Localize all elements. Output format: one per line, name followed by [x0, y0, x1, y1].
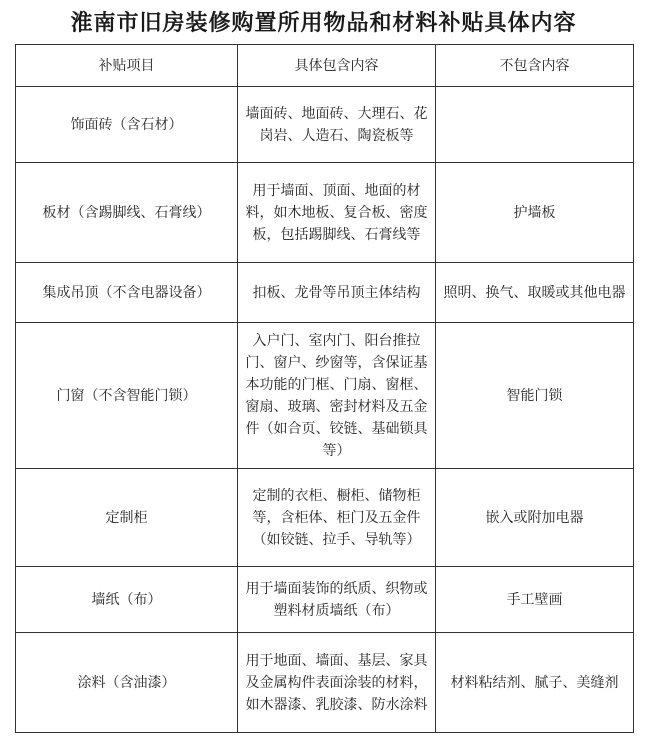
header-row	[16, 45, 634, 87]
row-excludes-cell: 智能门锁	[436, 323, 634, 469]
row-includes-cell: 扣板、龙骨等吊顶主体结构	[238, 263, 436, 323]
table-row	[16, 163, 634, 263]
row-includes-cell: 用于墙面装饰的纸质、织物或塑料材质墙纸（布）	[238, 567, 436, 633]
row-excludes-cell: 护墙板	[436, 163, 634, 263]
table-row	[16, 469, 634, 567]
row-excludes-cell: 照明、换气、取暖或其他电器	[436, 263, 634, 323]
header-includes: 具体包含内容	[238, 45, 436, 87]
row-includes-cell: 入户门、室内门、阳台推拉门、窗户、纱窗等，含保证基本功能的门框、门扇、窗框、窗扇、玻璃、密封材料及五金件（如合页、铰链、基础锁具等）	[238, 323, 436, 469]
table-row	[16, 263, 634, 323]
row-includes-cell: 墙面砖、地面砖、大理石、花岗岩、人造石、陶瓷板等	[238, 87, 436, 163]
header-subsidy-item: 补贴项目	[16, 45, 238, 87]
header-excludes: 不包含内容	[436, 45, 634, 87]
row-item-cell: 饰面砖（含石材）	[16, 87, 238, 163]
row-item-cell: 门窗（不含智能门锁）	[16, 323, 238, 469]
table-row	[16, 87, 634, 163]
row-excludes-cell: 手工壁画	[436, 567, 634, 633]
row-excludes-cell: 嵌入或附加电器	[436, 469, 634, 567]
table-row	[16, 633, 634, 733]
table-row	[16, 567, 634, 633]
table-row	[16, 323, 634, 469]
row-item-cell: 板材（含踢脚线、石膏线）	[16, 163, 238, 263]
row-item-cell: 墙纸（布）	[16, 567, 238, 633]
row-item-cell: 涂料（含油漆）	[16, 633, 238, 733]
row-item-cell: 集成吊顶（不含电器设备）	[16, 263, 238, 323]
row-excludes-cell: 材料粘结剂、腻子、美缝剂	[436, 633, 634, 733]
row-includes-cell: 用于地面、墙面、基层、家具及金属构件表面涂装的材料，如木器漆、乳胶漆、防水涂料	[238, 633, 436, 733]
row-includes-cell: 定制的衣柜、橱柜、储物柜等，含柜体、柜门及五金件（如铰链、拉手、导轨等）	[238, 469, 436, 567]
subsidy-table	[15, 44, 634, 733]
row-item-cell: 定制柜	[16, 469, 238, 567]
row-includes-cell: 用于墙面、顶面、地面的材料，如木地板、复合板、密度板，包括踢脚线、石膏线等	[238, 163, 436, 263]
page-title: 淮南市旧房装修购置所用物品和材料补贴具体内容	[70, 11, 577, 36]
row-excludes-cell	[436, 87, 634, 163]
